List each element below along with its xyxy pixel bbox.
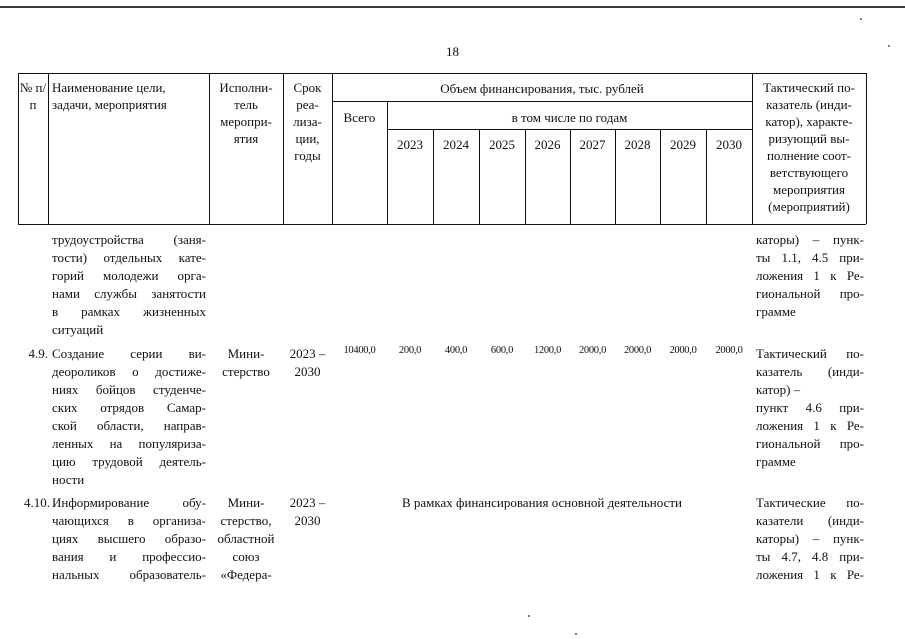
row-4-10-executor: Мини- стерство, областной союз «Федера- <box>217 495 275 582</box>
row-4-9-term: 2023 – 2030 <box>289 346 326 379</box>
continuation-indicator: каторы) – пунк- ты 1.1, 4.5 при- ложения 1 к Ре- гиональной про- грамме <box>756 232 864 319</box>
scan-speck <box>888 45 890 47</box>
header-col-executor: Исполни- тель меропри- ятия <box>219 80 273 146</box>
row-4-9-executor: Мини- стерство <box>222 346 270 379</box>
header-year-2024: 2024 <box>443 137 469 152</box>
header-col-name: Наименование цели, задачи, мероприятия <box>52 80 167 112</box>
row-4-9-value-2023: 200,0 <box>398 345 422 356</box>
row-4-9-value-2025: 600,0 <box>490 345 514 356</box>
row-4-10-indicator: Тактические по- казатели (инди- каторы) – пунк- ты 4.7, 4.8 при- ложения 1 к Ре- <box>756 495 864 582</box>
scan-edge-line <box>0 6 905 8</box>
row-4-9-value-2030: 2000,0 <box>715 345 743 356</box>
page-number: 18 <box>446 44 459 59</box>
scan-speck <box>528 615 530 617</box>
row-4-9-number: 4.9. <box>28 346 48 361</box>
row-4-9-value-2029: 2000,0 <box>669 345 697 356</box>
header-col-funding: Объем финансирования, тыс. рублей <box>440 81 644 96</box>
header-col-term: Срок реа- лиза- ции, годы <box>293 80 322 163</box>
header-year-2029: 2029 <box>670 137 696 152</box>
row-4-10-funding-note: В рамках финансирования основной деятельности <box>401 495 682 510</box>
row-4-9-name: Создание серии ви- деороликов о достиже- ниях бойцов студенче- ских отрядов Самар- ской области, направ- ленных на популяриза- цию трудовой деятель- ности <box>52 346 206 487</box>
header-year-2027: 2027 <box>579 137 606 152</box>
header-col-by-years: в том числе по годам <box>511 110 628 125</box>
row-4-9-value-2027: 2000,0 <box>578 345 607 356</box>
header-col-total: Всего <box>343 110 376 125</box>
header-col-indicator: Тактический по- казатель (инди- катор), характе- ризующий вы- полнение соот- ветствующего мероприятия (мероприятий) <box>763 80 855 214</box>
header-year-2025: 2025 <box>489 137 515 152</box>
header-year-2023: 2023 <box>397 137 423 152</box>
scan-speck <box>575 633 577 635</box>
row-4-9-value-2026: 1200,0 <box>533 345 562 356</box>
row-4-9-indicator: Тактический по- казатель (инди- катор) – пункт 4.6 при- ложения 1 к Ре- гиональной про- грамме <box>756 346 864 469</box>
scan-speck <box>860 18 862 20</box>
row-4-10-number: 4.10. <box>24 495 50 510</box>
header-year-2028: 2028 <box>624 137 651 152</box>
header-col-number: № п/п <box>19 80 47 112</box>
row-4-10-name: Информирование обу- чающихся в организа- циях высшего образо- вания и профессио- нальных образователь- <box>52 495 206 582</box>
continuation-name: трудоустройства (заня- тости) отдельных кате- горий молодежи орга- нами службы занятости в рамках жизненных ситуаций <box>52 232 206 337</box>
row-4-9-value-2028: 2000,0 <box>623 345 652 356</box>
row-4-10-term: 2023 – 2030 <box>289 495 326 528</box>
header-year-2026: 2026 <box>534 137 561 152</box>
row-4-9-total: 10400,0 <box>343 345 376 356</box>
header-year-2030: 2030 <box>716 137 742 152</box>
row-4-9-value-2024: 400,0 <box>444 345 468 356</box>
